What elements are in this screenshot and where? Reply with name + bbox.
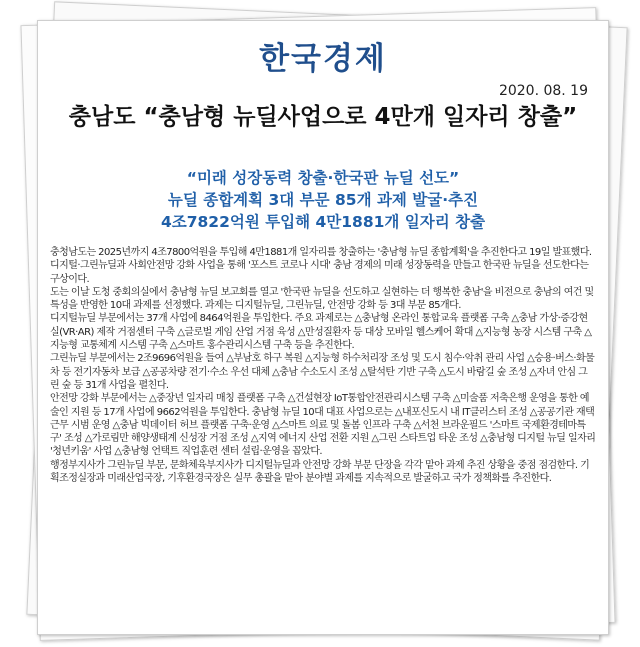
subhead-line: 뉴딜 종합계획 3대 부문 85개 과제 발굴·추진 — [167, 191, 479, 209]
newspaper-masthead: 한국경제 — [259, 41, 387, 77]
article-subheads — [58, 167, 588, 233]
body-paragraph: 도는 이날 도청 중회의실에서 충남형 뉴딜 보고회를 열고 '한국판 뉴딜을 선도하고 실현하는 더 행복한 충남'을 비전으로 충남의 여건 및 특성을 반영한 10대 과제를 선정했다. 과제는 디지털뉴딜, 그린뉴딜, 안전망 강화 등 3대 부문 85개다. — [50, 286, 594, 312]
body-paragraph: 디지털뉴딜 부문에서는 37개 사업에 8464억원을 투입한다. 주요 과제로는 △충남형 온라인 통합교육 플랫폼 구축 △충남 가상·증강현실(VR·AR) 제작 거점센터 구축 △글로벌 게임 산업 거점 육성 △만성질환자 등 대상 모바일 헬스케어 확대 △지능형 농장 시스템 구축 △지능형 교통체계 시스템 구축 △스마트 홍수관리시스템 구축 등을 추진한다. — [50, 313, 592, 352]
body-paragraph: 행정부지사가 그린뉴딜 부문, 문화체육부지사가 디지털뉴딜과 안전망 강화 부문 단장을 각각 맡아 과제 추진 상황을 중점 점검한다. 기획조정실장과 미래산업국장, 기후환경국장은 실무 총괄을 맡아 분야별 과제를 지속적으로 발굴하고 국가 정책화를 추진한다. — [50, 459, 590, 485]
clipping-sheet — [37, 20, 609, 635]
body-paragraph: 디지털·그린뉴딜과 사회안전망 강화 사업을 통해 '포스트 코로나 시대' 충남 경제의 미래 성장동력을 만들고 한국판 뉴딜을 선도한다는 구상이다. — [50, 260, 589, 285]
body-paragraph: 그린뉴딜 부문에서는 2조9696억원을 들여 △부남호 하구 복원 △지능형 하수처리장 조성 및 도시 침수·악취 관리 사업 △승용·버스·화물차 등 전기자동차 보급 △공공차량 전기·수소 우선 대체 △충남 수소도시 조성 △탈석탄 기반 구축 △도시 바람길 숲 조성 △자녀 안심 그린 숲 등 31개 사업을 펼친다. — [50, 353, 595, 391]
article-body — [50, 246, 596, 485]
body-paragraph: 안전망 강화 부문에서는 △중장년 일자리 매칭 플랫폼 구축 △건설현장 IoT통합안전관리시스템 구축 △미술품 저축은행 운영을 통한 예술인 지원 등 17개 사업에 9662억원을 투입한다. 충남형 뉴딜 10대 대표 사업으로는 △내포신도시 내 IT클러스터 조성 △공공기관 재택근무 시범 운영 △충남 빅데이터 허브 플랫폼 구축·운영 △스마트 의료 및 돌봄 인프라 구축 △서천 브라운필드 '스마트 국제환경테마특구' 조성 △가로림만 해양생태계 신성장 거점 조성 △지역 에너지 산업 전환 지원 △그린 스타트업 타운 조성 △충남형 디지털 뉴딜 일자리 '청년키움' 사업 △충남형 언택트 직업훈련 센터 설립·운영을 꼽았다. — [50, 393, 596, 458]
subhead-line: 4조7822억원 투입해 4만1881개 일자리 창출 — [160, 213, 486, 231]
publish-date: 2020. 08. 19 — [498, 83, 588, 99]
body-paragraph: 충청남도는 2025년까지 4조7800억원을 투입해 4만1881개 일자리를 창출하는 '충남형 뉴딜 종합계획'을 추진한다고 19일 발표했다. — [50, 247, 592, 258]
subhead-line: “미래 성장동력 창출·한국판 뉴딜 선도” — [186, 169, 460, 187]
article-headline: 충남도 “충남형 뉴딜사업으로 4만개 일자리 창출” — [68, 104, 578, 130]
